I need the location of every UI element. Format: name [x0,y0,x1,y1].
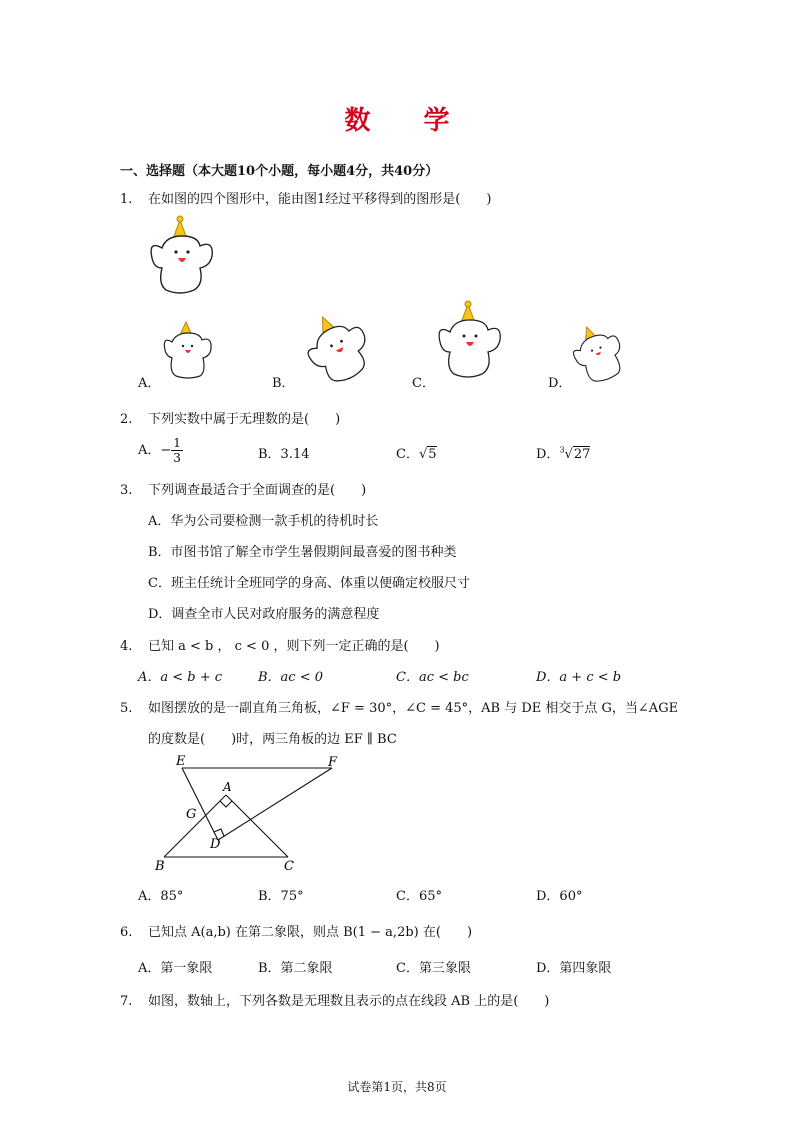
q4-option-c: C．ac < bc [396,670,469,685]
option-b: B． [272,376,295,391]
option-letter: D． [536,447,560,462]
q5-option-b: B．75° [258,889,304,904]
option-letter: C． [396,447,419,462]
sqrt-sign: √ [564,447,573,462]
option-d: D． [548,376,572,391]
question-5-line-2: 的度数是( )时，两三角板的边 EF ∥ BC [148,732,397,747]
question-stem: 在如图的四个图形中，能由图1经过平移得到的图形是( ) [148,192,492,207]
q2-option-b: B．3.14 [258,447,310,462]
q4-option-d: D．a + c < b [536,670,622,685]
option-a: A． [138,376,161,391]
q6-option-d: D．第四象限 [536,961,612,976]
question-6 [120,921,472,940]
question-number: 2. [120,412,133,427]
option-d-bear-image [568,318,632,384]
q5-option-a: A．85° [138,889,184,904]
question-3 [120,479,366,498]
radicand: 5 [428,447,437,462]
label-e: E [176,754,186,769]
q6-option-b: B．第二象限 [258,961,333,976]
numerator: 1 [173,436,181,450]
q4-option-a: A．a < b + c [138,670,223,685]
label-g: G [186,807,197,822]
option-b-bear-image [296,306,378,386]
q6-option-a: A．第一象限 [138,961,213,976]
question-number: 1. [120,192,133,207]
q3-option-c: C．班主任统计全班同学的身高、体重以便确定校服尺寸 [148,576,470,591]
question-stem: 下列实数中属于无理数的是( ) [148,412,341,427]
question-number: 6. [120,925,133,940]
label-f: F [328,755,338,770]
option-c-bear-image [432,300,504,384]
q6-option-c: C．第三象限 [396,961,471,976]
denominator: 3 [173,451,181,465]
question-7 [120,990,549,1009]
label-b: B [155,859,165,874]
option-a-bear-image [158,318,218,384]
label-a: A [223,780,232,794]
page-title: 数 学 [344,106,472,136]
radicand: 27 [573,447,591,462]
q4-option-b: B．ac < 0 [258,670,324,685]
page-footer: 试卷第1页，共8页 [347,1080,447,1094]
sqrt-sign: √ [418,447,428,462]
section-heading: 一、选择题（本大题10个小题，每小题4分，共40分） [120,164,439,179]
root-index: 3 [559,445,565,455]
q5-option-c: C．65° [396,889,442,904]
question-stem: 已知 a < b ， c < 0 ，则下列一定正确的是( ) [148,639,440,654]
question-number: 4. [120,639,133,654]
q3-option-b: B．市图书馆了解全市学生暑假期间最喜爱的图书种类 [148,545,457,560]
question-5 [120,697,678,716]
question-number: 3. [120,483,133,498]
question-4 [120,635,440,654]
question-stem: 如图，数轴上，下列各数是无理数且表示的点在线段 AB 上的是( ) [148,994,550,1009]
question-stem: 如图摆放的是一副直角三角板，∠F = 30°，∠C = 45°，AB 与 DE 相交于点 G，当∠AGE [148,701,679,716]
question-number: 5. [120,701,133,716]
q5-option-d: D．60° [536,889,583,904]
q3-option-a: A．华为公司要检测一款手机的待机时长 [148,514,379,529]
minus-sign: − [160,443,172,458]
option-letter: A． [138,443,161,458]
q3-option-d: D．调查全市人民对政府服务的满意程度 [148,607,380,622]
figure-1-bear-image [140,210,230,300]
label-c: C [284,859,294,874]
question-2 [120,408,340,427]
q2-option-a [138,436,183,465]
triangle-figure [150,750,350,875]
q2-option-d [536,443,590,462]
fraction [171,436,183,465]
question-number: 7. [120,994,133,1009]
q2-option-c [396,443,437,462]
question-1 [120,188,491,207]
question-stem: 已知点 A(a,b) 在第二象限，则点 B(1 − a,2b) 在( ) [148,925,473,940]
label-d: D [210,837,221,852]
option-c: C． [412,376,435,391]
question-stem: 下列调查最适合于全面调查的是( ) [148,483,367,498]
